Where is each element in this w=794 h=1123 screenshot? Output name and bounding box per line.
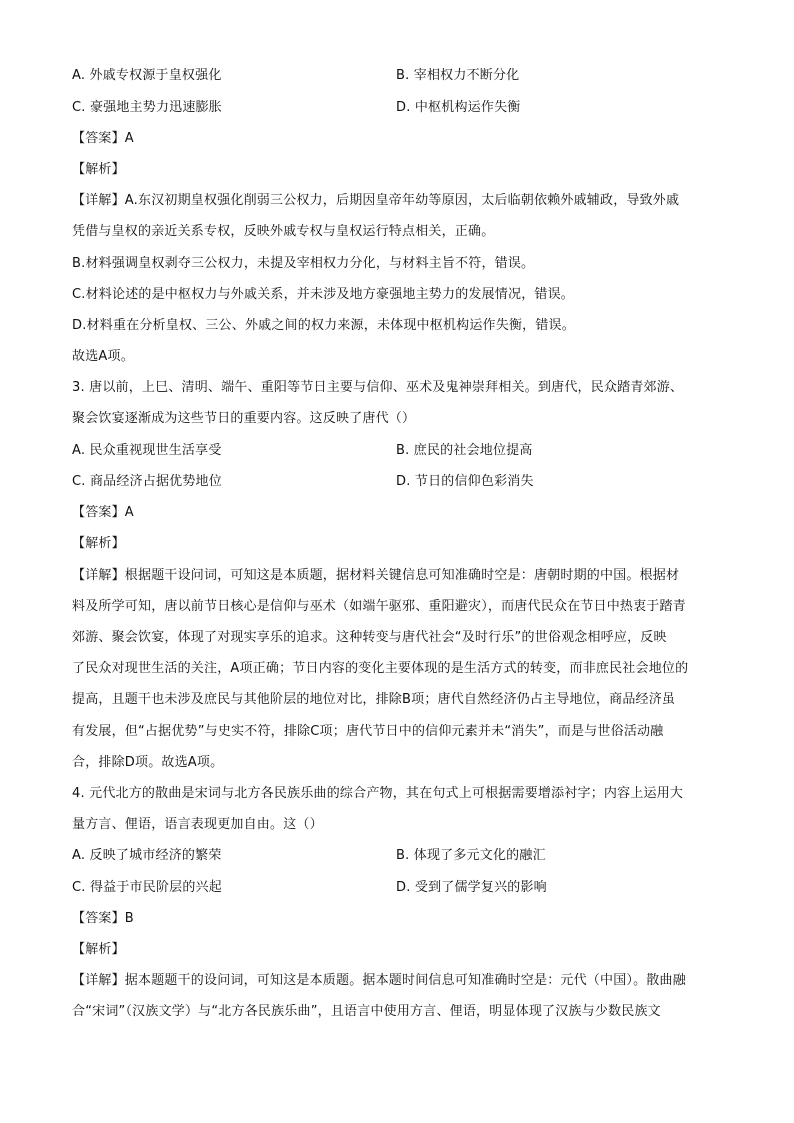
option-d: D. 中枢机构运作失衡 bbox=[396, 100, 521, 115]
answer-label: 【答案】A bbox=[72, 131, 134, 146]
detail-line: 提高，且题干也未涉及庶民与其他阶层的地位对比，排除B项；唐代自然经济仍占主导地位，商品经济虽 bbox=[72, 692, 676, 707]
conclusion-line: 故选A项。 bbox=[72, 349, 134, 364]
option-b: B. 庶民的社会地位提高 bbox=[396, 443, 533, 458]
detail-line: 【详解】根据题干设问词，可知这是本质题，据材料关键信息可知准确时空是：唐朝时期的中国。根据材 bbox=[72, 568, 680, 583]
question-stem: 3. 唐以前，上巳、清明、端午、重阳等节日主要与信仰、巫术及鬼神崇拜相关。到唐代，民众踏青郊游、 bbox=[72, 380, 684, 395]
option-c: C. 商品经济占据优势地位 bbox=[72, 474, 222, 489]
detail-line: 郊游、聚会饮宴，体现了对现实享乐的追求。这种转变与唐代社会“及时行乐”的世俗观念相呼应，反映 bbox=[72, 630, 667, 645]
detail-line: C.材料论述的是中枢权力与外戚关系，并未涉及地方豪强地主势力的发展情况，错误。 bbox=[72, 287, 575, 302]
option-b: B. 宰相权力不断分化 bbox=[396, 68, 520, 83]
option-d: D. 受到了儒学复兴的影响 bbox=[396, 880, 547, 895]
option-d: D. 节日的信仰色彩消失 bbox=[396, 474, 534, 489]
detail-line: B.材料强调皇权剥夺三公权力，未提及宰相权力分化，与材料主旨不符，错误。 bbox=[72, 256, 535, 271]
option-c: C. 豪强地主势力迅速膨胀 bbox=[72, 100, 222, 115]
question-stem: 聚会饮宴逐渐成为这些节日的重要内容。这反映了唐代（） bbox=[72, 411, 416, 426]
analysis-label: 【解析】 bbox=[72, 162, 125, 177]
analysis-label: 【解析】 bbox=[72, 942, 125, 957]
detail-line: D.材料重在分析皇权、三公、外戚之间的权力来源，未体现中枢机构运作失衡，错误。 bbox=[72, 318, 575, 333]
detail-line: 【详解】A.东汉初期皇权强化削弱三公权力，后期因皇帝年幼等原因，太后临朝依赖外戚辅政，导致外戚 bbox=[72, 193, 680, 208]
detail-line: 【详解】据本题题干的设问词，可知这是本质题。据本题时间信息可知准确时空是：元代（中国）。散曲融 bbox=[72, 973, 686, 988]
analysis-label: 【解析】 bbox=[72, 536, 125, 551]
option-b: B. 体现了多元文化的融汇 bbox=[396, 848, 546, 863]
question-stem: 量方言、俚语，语言表现更加自由。这（） bbox=[72, 817, 323, 832]
answer-label: 【答案】A bbox=[72, 505, 134, 520]
detail-line: 料及所学可知，唐以前节日核心是信仰与巫术（如端午驱邪、重阳避灾），而唐代民众在节日中热衷于踏青 bbox=[72, 599, 686, 614]
detail-line: 了民众对现世生活的关注，A项正确；节日内容的变化主要体现的是生活方式的转变，而非庶民社会地位的 bbox=[72, 661, 689, 676]
option-a: A. 民众重视现世生活享受 bbox=[72, 443, 222, 458]
detail-line: 合“宋词”（汉族文学）与“北方各民族乐曲”，且语言中使用方言、俚语，明显体现了汉族与少数民族文 bbox=[72, 1004, 661, 1019]
option-c: C. 得益于市民阶层的兴起 bbox=[72, 880, 222, 895]
option-a: A. 反映了城市经济的繁荣 bbox=[72, 848, 222, 863]
answer-label: 【答案】B bbox=[72, 911, 134, 926]
question-stem: 4. 元代北方的散曲是宋词与北方各民族乐曲的综合产物，其在句式上可根据需要增添衬字；内容上运用大 bbox=[72, 786, 684, 801]
option-a: A. 外戚专权源于皇权强化 bbox=[72, 68, 222, 83]
detail-line: 凭借与皇权的亲近关系专权，反映外戚专权与皇权运行特点相关，正确。 bbox=[72, 224, 495, 239]
detail-line: 合，排除D项。故选A项。 bbox=[72, 755, 224, 770]
detail-line: 有发展，但“占据优势”与史实不符，排除C项；唐代节日中的信仰元素并未“消失”，而是与世俗活动融 bbox=[72, 724, 664, 739]
